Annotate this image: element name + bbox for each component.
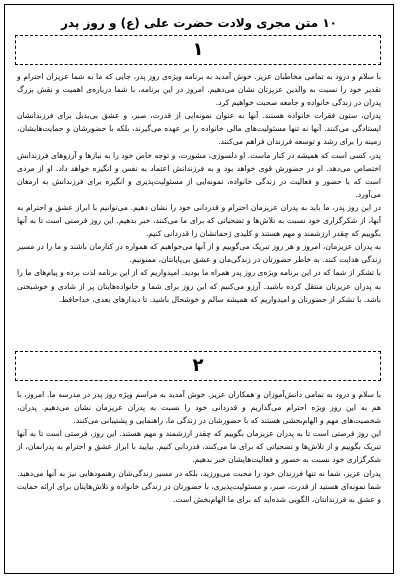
section-number-box bbox=[15, 351, 381, 381]
section-body bbox=[17, 388, 381, 506]
paragraph: این روز فرصتی است تا به پدران عزیزمان بگوییم که چقدر ارزشمند و مهم هستند. این روز، فرصتی است تا به آنها تبریک بگوییم و از تلاش‌ها و تضحیاتی که برای ما می‌کنند، قدردانی کنیم. بیایید با ابراز عشق و احترام به پدرانمان، از شکرگزاری خود نسبت به حضور و فعالیت‌هایشان خبر بدهیم. bbox=[17, 429, 381, 465]
section-number: ۲ bbox=[192, 355, 204, 376]
section-body bbox=[17, 70, 381, 306]
page-title: ۱۰ متن مجری ولادت حضرت علی (ع) و روز پدر bbox=[60, 16, 337, 30]
document-page bbox=[4, 4, 394, 574]
paragraph: پدران عزیز، شما نه تنها فرزندان خود را محبت می‌ورزید، بلکه در مسیر زندگی‌شان رهنمودهایی نیز به آنها می‌دهید. شما نمونه‌ای هستید از قدرت، صبر، و مسئولیت‌پذیری، با حضورتان در زندگی خانواده و تلاش‌هایتان برای ارائه حمایت و عشق به فرزندانتان، الگویی شده‌اید که برای ما الهام‌بخش است. bbox=[17, 468, 381, 504]
section-number-box bbox=[15, 35, 381, 65]
paragraph: در این روز پدر، ما باید به پدران عزیزمان احترام و قدردانی خود را نشان دهیم. می‌توانیم با ابراز عشق و احترام به آنها، از شکرگزاری خود نسبت به تلاش‌ها و تضحیاتی که برای ما می‌کنند، خبر بدهیم. این روز فرصتی است تا به آنها بگوییم که چقدر ارزشمند و مهم هستند و کلیدی ژحماتشان را قدردانی کنیم. bbox=[17, 202, 381, 239]
paragraph: با تشکر از شما که در این برنامه ویژه‌ی روز پدر همراه ما بودید. امیدواریم که از این برنامه لذت برده و پیام‌های ما را به پدران عزیزتان منتقل کرده باشید. آرزو می‌کنیم که این روز برای شما و خانواده‌هایتان پر از شادی و خوشبختی باشد. با تشکر از حضورتان و امیدواریم که همیشه سالم و خوشحال باشید. تا دیدارهای بعدی، خداحافظ. bbox=[17, 268, 381, 304]
paragraph: به پدران عزیزمان، امروز و هر روز تبریک می‌گوییم و از آنها می‌خواهیم که همواره در کنارمان باشند و ما را در مسیر زندگی هدایت کنند. به خاطر حضورتان در زندگی‌مان و عشق بی‌پایانتان، ممنونیم. bbox=[17, 242, 381, 265]
paragraph: پدر، کسی است که همیشه در کنار ماست. او دلسوزی، مشورت، و توجه خاص خود را به نیازها و آرزوهای فرزندانش اختصاص می‌دهد. او در حضورش قوی خواهد بود و به فرزندانش اعتماد به نفس و انگیزه خواهد داد. او از مردی است که با حضور و فعالیت در زندگی خانواده، نمونه‌ایی از مسئولیت‌پذیری و انگیزه برای فرزندانش به ارمغان می‌آورد. bbox=[17, 150, 381, 199]
paragraph: با سلام و درود به تمامی مخاطبان عزیز. خوش آمدید به برنامه ویژه‌ی روز پدر، جایی که ما به شما عزیزان احترام و تقدیر خود را نسبت به والدین عزیزتان نشان می‌دهیم. امروز در این برنامه، با شما درباره‌ی اهمیت و نقش بزرگ پدران در زندگی خانواده و جامعه صحبت خواهیم کرد. bbox=[17, 72, 381, 108]
paragraph: پدران، ستون فقرات خانواده هستند. آنها به عنوان نمونه‌ایی از قدرت، صبر، و عشق بی‌بدیل برای فرزندانشان ایستادگی می‌کنند. آنها نه تنها مسئولیت‌های مالی خانواده را بر عهده می‌گیرند، بلکه با حضورشان و حمایت‌هایشان، زمینه را برای رشد و توسعه فرزندان فراهم می‌کنند. bbox=[17, 111, 381, 147]
paragraph: با سلام و درود به تمامی دانش‌آموزان و همکاران عزیز. خوش آمدید به مراسم ویژه روز پدر در مدرسه ما. امروز، با هم به این روز ویژه احترام می‌گذاریم و قدردانی خود را نسبت به پدران عزیزمان نشان می‌دهیم. پدران، شخصیت‌های مهم و الهام‌بخشی هستند که با حضورشان در زندگی ما، راهنمایی و پشتیبانی می‌کنند. bbox=[17, 390, 381, 426]
section-number: ۱ bbox=[192, 39, 204, 60]
